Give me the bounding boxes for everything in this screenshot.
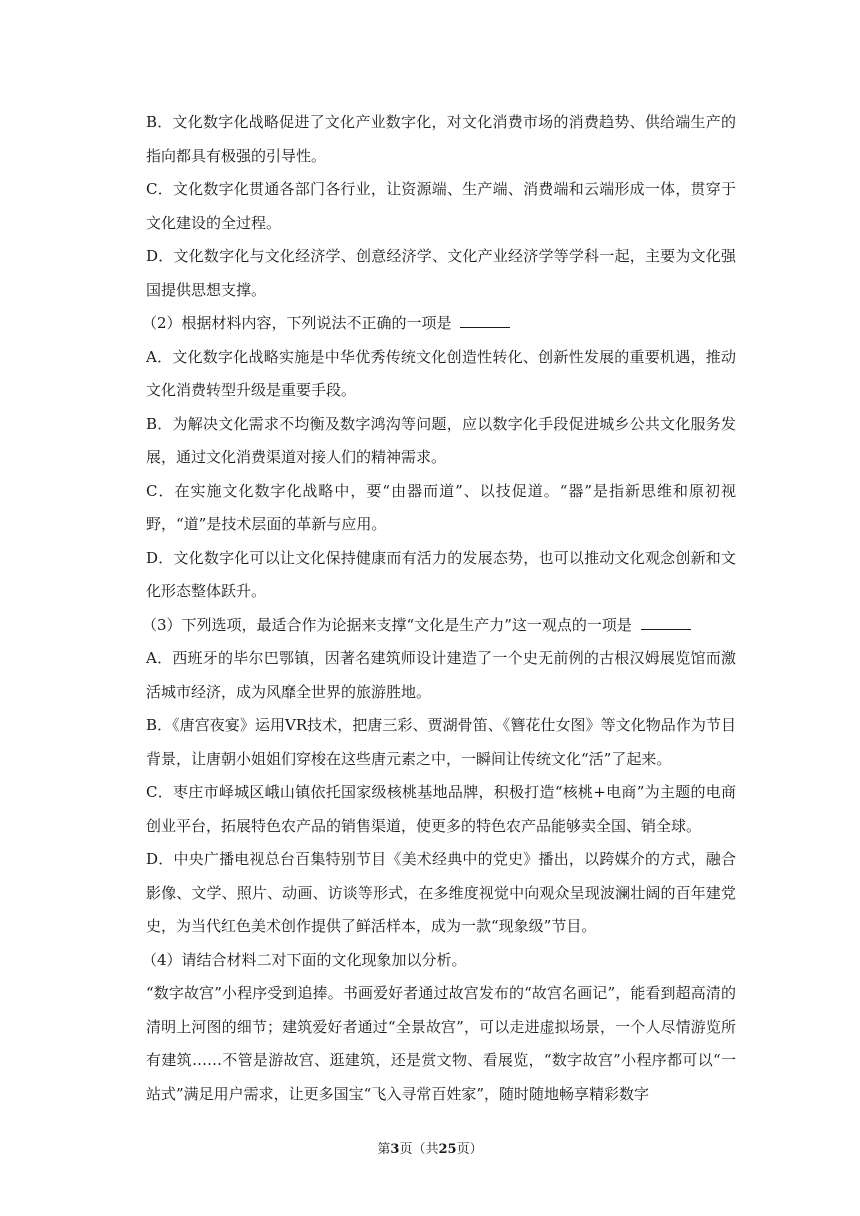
footer-page-number: 3 xyxy=(390,1142,400,1157)
footer-suffix: 页） xyxy=(456,1142,483,1157)
q3-stem xyxy=(142,609,736,643)
document-body xyxy=(142,106,736,1111)
answer-blank xyxy=(641,615,691,630)
q3-option-b: B．《唐宫夜宴》运用VR技术，把唐三彩、贾湖骨笛、《簪花仕女图》等文化物品作为节目背景，让唐朝小姐姐们穿梭在这些唐元素之中，一瞬间让传统文化“活”了起来。 xyxy=(146,716,736,768)
q2-option-d: D．文化数字化可以让文化保持健康而有活力的发展态势，也可以推动文化观念创新和文化形态整体跃升。 xyxy=(146,548,736,600)
q1-option-b: B．文化数字化战略促进了文化产业数字化，对文化消费市场的消费趋势、供给端生产的指向都具有极强的引导性。 xyxy=(146,113,736,165)
q2-stem xyxy=(142,307,736,341)
q2-option-b: B．为解决文化需求不均衡及数字鸿沟等问题，应以数字化手段促进城乡公共文化服务发展，通过文化消费渠道对接人们的精神需求。 xyxy=(146,414,736,466)
q3-stem-text: （3）下列选项，最适合作为论据来支撑“文化是生产力”这一观点的一项是 xyxy=(142,615,637,634)
q4-material: “数字故宫”小程序受到追捧。书画爱好者通过故宫发布的“故宫名画记”，能看到超高清的清明上河图的细节；建筑爱好者通过“全景故宫”，可以走进虚拟场景，一个人尽情游览所有建筑……不管是游故宫、逛建筑，还是赏文物、看展览，“数字故宫”小程序都可以“一站式”满足用户需求，让更多国宝“飞入寻常百姓家”，随时随地畅享精彩数字 xyxy=(146,984,736,1103)
q2-option-a: A．文化数字化战略实施是中华优秀传统文化创造性转化、创新性发展的重要机遇，推动文化消费转型升级是重要手段。 xyxy=(146,347,736,399)
answer-blank xyxy=(460,313,510,328)
q3-option-c: C．枣庄市峄城区峨山镇依托国家级核桃基地品牌，积极打造“核桃+电商”为主题的电商创业平台，拓展特色农产品的销售渠道，使更多的特色农产品能够卖全国、销全球。 xyxy=(146,783,736,835)
page-footer xyxy=(0,1138,860,1157)
q4-stem: （4）请结合材料二对下面的文化现象加以分析。 xyxy=(142,950,467,969)
q2-option-c: C．在实施文化数字化战略中，要“由器而道”、以技促道。“器”是指新思维和原初视野，“道”是技术层面的革新与应用。 xyxy=(146,481,736,533)
footer-total-pages: 25 xyxy=(438,1142,457,1157)
q3-option-a: A．西班牙的毕尔巴鄂镇，因著名建筑师设计建造了一个史无前例的古根汉姆展览馆而激活城市经济，成为风靡全世界的旅游胜地。 xyxy=(146,649,736,701)
q1-option-d: D．文化数字化与文化经济学、创意经济学、文化产业经济学等学科一起，主要为文化强国提供思想支撑。 xyxy=(146,247,736,299)
footer-middle: 页（共 xyxy=(399,1142,439,1157)
footer-prefix: 第 xyxy=(377,1142,391,1157)
q1-option-c: C．文化数字化贯通各部门各行业，让资源端、生产端、消费端和云端形成一体，贯穿于文化建设的全过程。 xyxy=(146,180,736,232)
q2-stem-text: （2）根据材料内容，下列说法不正确的一项是 xyxy=(142,314,457,332)
q3-option-d: D．中央广播电视总台百集特别节目《美术经典中的党史》播出，以跨媒介的方式，融合影像、文学、照片、动画、访谈等形式，在多维度视觉中向观众呈现波澜壮阔的百年建党史，为当代红色美术创作提供了鲜活样本，成为一款“现象级”节目。 xyxy=(146,850,736,935)
